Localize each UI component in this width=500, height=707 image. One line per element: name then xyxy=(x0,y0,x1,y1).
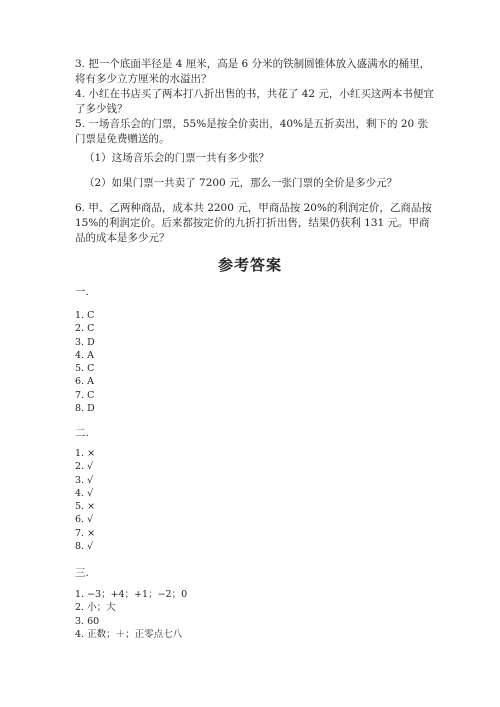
question-4: 4. 小红在书店买了两本打八折出售的书，共花了 42 元，小红买这两本书便宜了多少钱？ xyxy=(75,88,434,115)
question-5-part-2: （2）如果门票一共卖了 7200 元，那么一张门票的全价是多少元？ xyxy=(84,177,398,189)
question-5-part-1: （1）这场音乐会的门票一共有多少张？ xyxy=(84,152,270,164)
section-2-heading: 二. xyxy=(75,427,89,439)
answer-item: 4. A xyxy=(75,349,94,361)
answer-item: 7. C xyxy=(75,389,95,401)
section-2-answers xyxy=(75,447,95,553)
answer-item: 3. 60 xyxy=(75,615,100,627)
answer-item: 1. × xyxy=(75,448,96,459)
answer-item: 1. C xyxy=(75,310,95,321)
answer-item: 2. √ xyxy=(75,461,94,473)
answer-item: 2. 小；大 xyxy=(75,602,116,614)
answer-item: 3. √ xyxy=(75,474,94,486)
answer-item: 8. D xyxy=(75,403,95,415)
answer-item: 3. D xyxy=(75,336,95,348)
section-1-heading: 一. xyxy=(75,286,89,298)
question-3: 3. 把一个底面半径是 4 厘米，高是 6 分米的铁制圆锥体放入盛满水的桶里，将有多少立方厘米的水溢出？ xyxy=(75,58,431,85)
section-1-answers xyxy=(75,309,95,415)
answer-item: 5. × xyxy=(75,501,96,513)
answer-item: 6. √ xyxy=(75,514,94,526)
question-6: 6. 甲、乙两种商品，成本共 2200 元，甲商品按 20%的利润定价，乙商品按 15%的利润定价。后来都按定价的九折打折出售，结果仍获利 131 元。甲商品的成本是多少元？ xyxy=(75,202,432,244)
answer-item: 7. × xyxy=(75,527,96,539)
section-3-answers xyxy=(75,588,187,641)
answer-item: 4. 正数；＋；正零点七八 xyxy=(75,628,183,640)
answer-item: 5. C xyxy=(75,363,95,375)
answer-item: 2. C xyxy=(75,323,95,335)
answer-item: 8. √ xyxy=(75,541,94,553)
answer-item: 1. −3；+4；+1；−2；0 xyxy=(75,589,188,600)
answer-item: 4. √ xyxy=(75,487,94,499)
section-3-heading: 三. xyxy=(75,567,89,579)
answer-item: 6. A xyxy=(75,376,94,388)
answers-title: 参考答案 xyxy=(217,256,282,274)
question-5: 5. 一场音乐会的门票，55%是按全价卖出，40%是五折卖出，剩下的 20 张门票是免费赠送的。 xyxy=(75,118,429,145)
